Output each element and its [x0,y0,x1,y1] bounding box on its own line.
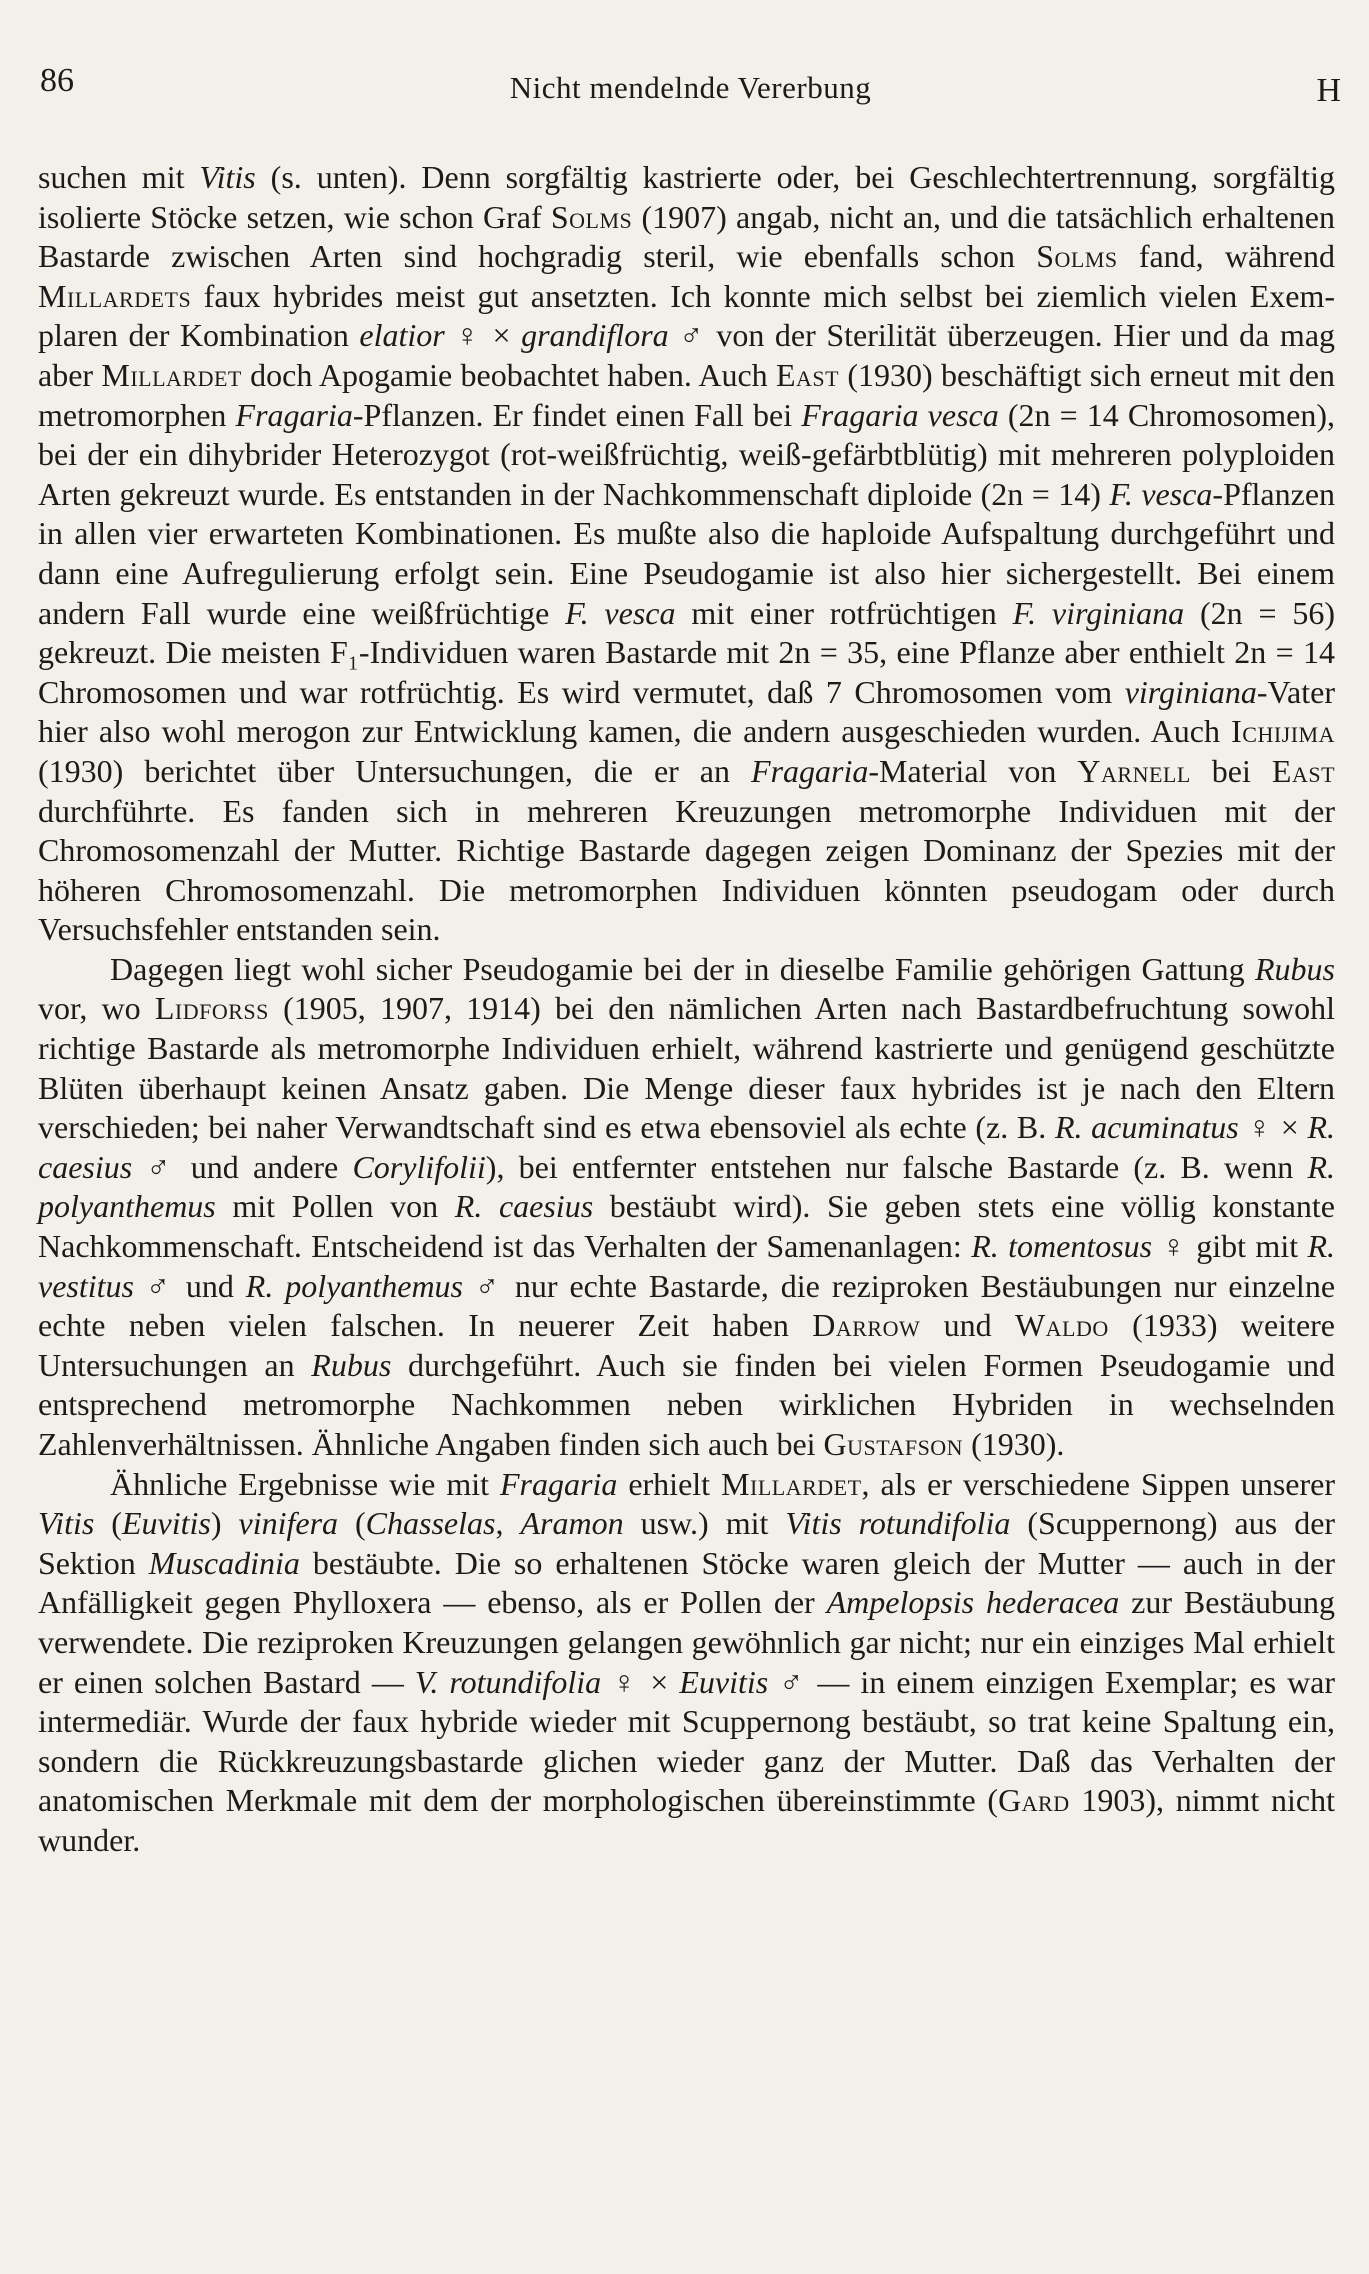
italic-run: Rubus [1255,950,1335,987]
author-name: Lidforss [154,990,269,1027]
text-run: ) [210,1505,239,1542]
text-run: bestäubte. Die so erhaltenen Stöcke waren gleich der Mutter — auch in der Anfälligkeit gegen Phylloxera — ebenso, als er Pollen der [38,1544,1336,1621]
text-run: ♀ gibt mit [1152,1228,1308,1265]
italic-run: R. caesius [454,1188,594,1225]
text-run: suchen mit [38,159,200,195]
italic-run: Ampelopsis hederacea [826,1584,1120,1621]
text-run: ( [94,1505,122,1542]
page-number: 86 [40,62,74,99]
italic-run: F. vesca [1109,475,1213,512]
text-run: (1907) angab, nicht an, und die tatsächlich erhaltenen Bastarde zwischen Arten sind hochgradig steril, wie ebenfalls schon [38,198,1336,275]
text-run: erhielt [617,1465,722,1502]
italic-run: Corylifolii [352,1148,486,1185]
author-name: Millardet [721,1465,862,1502]
text-run: ♀ × [444,317,522,354]
text-run: , als er verschiedene Sippen unserer [861,1465,1336,1502]
text-run: (1930). [963,1426,1065,1462]
text-run: ♂ und andere [132,1148,353,1185]
italic-run: R. tomentosus [971,1228,1153,1265]
text-run: -Pflanzen in allen vier erwarteten Kombinationen. Es mußte also die haploide Aufspaltung durchgeführt und dann eine Aufregulierung erfolgt sein. Eine Pseudogamie ist also hier sichergestellt. Bei einem andern Fall wurde eine weißfrüchtige [38,475,1336,631]
italic-run: R. polyanthemus [245,1267,464,1304]
italic-run: Euvitis [121,1505,211,1542]
italic-run: Chasselas [365,1505,496,1542]
italic-run: V. rotundifolia [414,1663,602,1700]
italic-run: Fragaria [499,1465,618,1502]
text-run: (s. unten). Denn sorgfältig kastrierte oder, bei Geschlechtertrennung, sorgfältig isolierte Stöcke setzen, wie schon Graf [38,159,1336,235]
text-run: durchführte. Es fanden sich in mehreren Kreuzungen metromorphe Individuen mit der Chromosomenzahl der Mutter. Richtige Bastarde dagegen zeigen Dominanz der Spezies mit der höheren Chromosomenzahl. Die metromorphen Individuen könnten pseudogam oder durch Versuchsfehler entstanden sein. [38,792,1335,948]
text-run: (2n = 56) gekreuzt. Die meisten F₁-Individuen waren Bastarde mit 2n = 35, eine Pflanze aber enthielt 2n = 14 Chromosomen und war rotfrüchtig. Es wird vermutet, daß 7 Chromosomen vom [38,594,1336,710]
author-name: Darrow [812,1307,921,1344]
italic-run: Rubus [311,1346,392,1383]
author-name: Yarnell [1077,752,1191,789]
text-run: ♂ nur echte Bastarde, die reziproken Bestäubungen nur einzelne echte neben vielen falschen. In neuerer Zeit haben [38,1267,1336,1344]
italic-run: F. virginiana [1012,594,1185,631]
italic-run: F. vesca [565,594,676,631]
author-name: Gustafson [823,1426,964,1462]
text-run: fand, während [1117,238,1336,275]
text-run: -Vater hier also wohl merogon zur Entwicklung kamen, die andern ausgeschieden wurden. Auch [38,673,1335,750]
text-run: (1905, 1907, 1914) bei den nämlichen Arten nach Bastardbefruchtung sowohl richtige Bastarde als metromorphe Individuen erhielt, während kastrierte und genügend geschützte Blüten überhaupt keinen Ansatz gaben. Die Menge dieser faux hybrides ist je nach den Eltern verschieden; bei naher Verwandtschaft sind es etwa ebensoviel als echte (z. B. [38,990,1336,1146]
text-run: ), bei entfernter entstehen nur falsche Bastarde (z. B. wenn [485,1148,1308,1185]
text-run: ♂ von der Sterilität überzeugen. Hier und da mag aber [38,317,1336,393]
text-run: (1930) beschäftigt sich erneut mit den metromorphen [38,356,1336,433]
italic-run: elatior [359,317,445,354]
text-run: zur Bestäubung verwendete. Die reziproken Kreuzungen gelangen gewöhnlich gar nicht; nur ein einziges Mal erhielt er einen solchen Bastard — [38,1584,1336,1700]
text-run: (Scuppernong) aus der Sektion [38,1505,1336,1581]
text-run: durchgeführt. Auch sie finden bei vielen Formen Pseudogamie und entsprechend metromorphe Nachkommen neben wirklichen Hybriden in wechselnden Zahlenverhältnissen. Ähnliche Angaben finden sich auch bei [38,1346,1336,1462]
text-run: usw.) mit [623,1505,786,1542]
text-run: 1903), nimmt nicht wunder. [38,1782,1336,1858]
body-text [38,158,1335,1861]
italic-run: Muscadinia [148,1544,300,1581]
italic-run: R. polyanthemus [38,1148,1335,1225]
text-run: ( [338,1505,366,1542]
italic-run: R. acuminatus [1054,1109,1239,1146]
paragraph [38,1465,1335,1861]
text-run: ♀ × [1238,1109,1308,1146]
author-name: Ichijima [1231,713,1335,750]
text-run: , [495,1505,521,1542]
italic-run: virginiana [1124,673,1257,710]
author-name: Millardets [38,277,192,314]
page-header [40,62,1341,122]
italic-run: Fragaria vesca [801,396,999,433]
text-run: mit Pollen von [215,1188,455,1225]
text-run: -Material von [868,752,1078,789]
italic-run: grandiflora [521,317,669,354]
text-run: (1933) weitere Untersuchungen an [38,1307,1335,1383]
text-run: Dagegen liegt wohl sicher Pseudogamie bei der in dieselbe Familie gehörigen Gattung [110,950,1255,987]
italic-run: R. vestitus [38,1228,1336,1304]
text-run: und [920,1307,1015,1344]
italic-run: Vitis rotundifolia [785,1505,1011,1542]
author-name: East [775,356,840,393]
section-letter: H [1316,72,1341,109]
text-run: ♂ und [133,1267,246,1304]
author-name: Gard [998,1782,1070,1819]
italic-run: Fragaria [751,752,869,789]
text-run: -Pflanzen. Er findet einen Fall bei [352,396,802,433]
running-title: Nicht mendelnde Vererbung [509,70,872,105]
text-run: Ähnliche Ergebnisse wie mit [110,1465,500,1502]
text-run: ♀ × [601,1663,680,1700]
author-name: Solms [550,198,633,235]
text-run: doch Apogamie beobachtet haben. Auch [241,356,776,393]
paragraph [38,158,1335,950]
author-name: Millardet [101,356,242,393]
text-run: vor, wo [38,990,155,1027]
italic-run: Fragaria [235,396,353,433]
italic-run: Vitis [38,1505,95,1542]
italic-run: R. caesius [38,1109,1336,1185]
text-run: mit einer rotfrüchtigen [675,594,1013,631]
italic-run: Euvitis [679,1663,769,1700]
text-run: bestäubt wird). Sie geben stets eine völlig konstante Nachkommenschaft. Entscheidend ist das Verhalten der Samenanlagen: [38,1188,1336,1265]
author-name: East [1271,752,1336,789]
italic-run: Aramon [520,1505,624,1542]
paragraph [38,950,1335,1465]
text-run: faux hybrides meist gut ansetzten. Ich konnte mich selbst bei ziemlich vielen Exemplaren der Kombination [38,277,1335,354]
italic-run: Vitis [199,159,256,195]
author-name: Solms [1036,238,1118,275]
text-run: (1930) berichtet über Untersuchungen, die er an [38,752,752,789]
author-name: Waldo [1014,1307,1109,1344]
italic-run: vinifera [238,1505,339,1542]
text-run: ♂ — in einem einzigen Exemplar; es war intermediär. Wurde der faux hybride wieder mit Scuppernong bestäubt, so trat keine Spaltung ein, sondern die Rückkreuzungsbastarde glichen wieder ganz der Mutter. Daß das Verhalten der anatomischen Merkmale mit dem der morphologischen übereinstimmte ( [38,1663,1336,1819]
text-run: bei [1190,752,1272,789]
text-run: (2n = 14 Chromosomen), bei der ein dihybrider Heterozygot (rot-weißfrüchtig, weiß-gefärbtblütig) mit mehreren polyploiden Arten gekreuzt wurde. Es entstanden in der Nachkommenschaft diploide (2n = 14) [38,396,1336,512]
